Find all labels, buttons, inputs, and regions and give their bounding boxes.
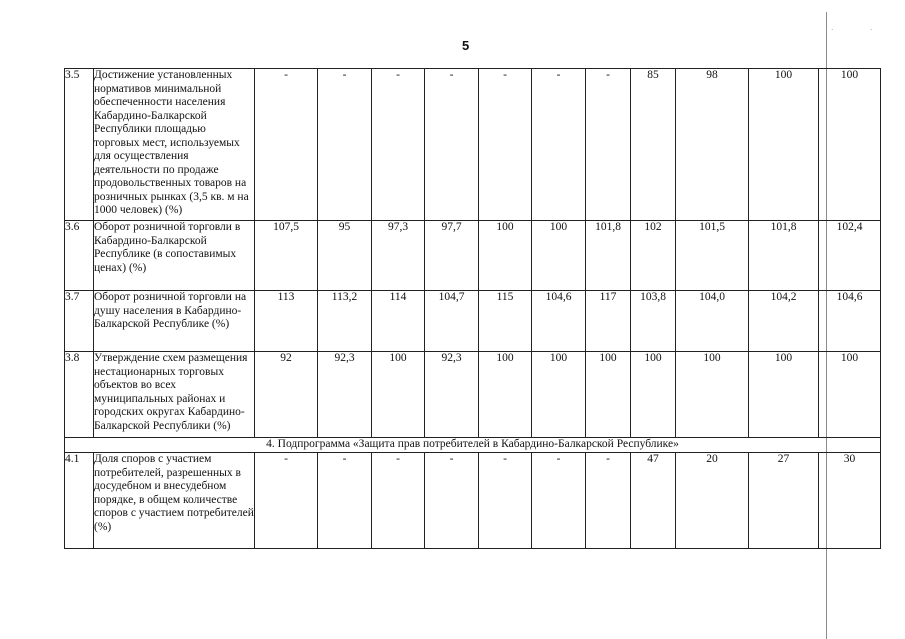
- value-cell: -: [255, 69, 318, 221]
- section-header: 4. Подпрограмма «Защита прав потребителей в Кабардино-Балкарской Республике»: [65, 438, 881, 453]
- value-cell: 100: [676, 352, 749, 438]
- value-cell: 104,6: [819, 291, 881, 352]
- value-cell: -: [372, 453, 425, 549]
- row-code: 3.5: [65, 69, 94, 221]
- value-cell: 100: [532, 221, 586, 291]
- indicator-name: Оборот розничной торговли в Кабардино-Балкарской Республике (в сопоставимых ценах) (%): [94, 221, 255, 291]
- table-row: [65, 291, 881, 352]
- value-cell: 95: [318, 221, 372, 291]
- value-cell: 100: [479, 352, 532, 438]
- value-cell: -: [532, 453, 586, 549]
- value-cell: 92: [255, 352, 318, 438]
- value-cell: 85: [631, 69, 676, 221]
- value-cell: 114: [372, 291, 425, 352]
- value-cell: 100: [819, 69, 881, 221]
- indicator-name: Утверждение схем размещения нестационарных торговых объектов во всех муниципальных районах и городских округах Кабардино-Балкарской Республики (%): [94, 352, 255, 438]
- value-cell: 104,2: [749, 291, 819, 352]
- table-row: [65, 453, 881, 549]
- value-cell: 92,3: [318, 352, 372, 438]
- value-cell: 107,5: [255, 221, 318, 291]
- row-code: 4.1: [65, 453, 94, 549]
- page-number: 5: [462, 38, 470, 53]
- value-cell: -: [586, 453, 631, 549]
- scan-speck: ·: [870, 26, 873, 34]
- value-cell: -: [479, 69, 532, 221]
- table-row: [65, 352, 881, 438]
- value-cell: 30: [819, 453, 881, 549]
- value-cell: 115: [479, 291, 532, 352]
- row-code: 3.7: [65, 291, 94, 352]
- value-cell: -: [479, 453, 532, 549]
- value-cell: 100: [532, 352, 586, 438]
- value-cell: 104,7: [425, 291, 479, 352]
- value-cell: 100: [749, 352, 819, 438]
- value-cell: 100: [819, 352, 881, 438]
- value-cell: 92,3: [425, 352, 479, 438]
- value-cell: 104,0: [676, 291, 749, 352]
- value-cell: -: [372, 69, 425, 221]
- value-cell: -: [425, 69, 479, 221]
- indicators-table: [64, 68, 881, 549]
- value-cell: 103,8: [631, 291, 676, 352]
- value-cell: 100: [479, 221, 532, 291]
- value-cell: 97,7: [425, 221, 479, 291]
- value-cell: 104,6: [532, 291, 586, 352]
- value-cell: 117: [586, 291, 631, 352]
- indicator-name: Доля споров с участием потребителей, разрешенных в досудебном и внесудебном порядке, в общем количестве споров с участием потребителей (%): [94, 453, 255, 549]
- value-cell: 102,4: [819, 221, 881, 291]
- value-cell: 100: [372, 352, 425, 438]
- value-cell: 102: [631, 221, 676, 291]
- value-cell: 100: [631, 352, 676, 438]
- value-cell: 113,2: [318, 291, 372, 352]
- row-code: 3.6: [65, 221, 94, 291]
- value-cell: -: [425, 453, 479, 549]
- value-cell: -: [318, 69, 372, 221]
- table-row: [65, 221, 881, 291]
- value-cell: 101,5: [676, 221, 749, 291]
- indicator-name: Достижение установленных нормативов минимальной обеспеченности населения Кабардино-Балкарской Республики площадью торговых мест, используемых для осуществления деятельности по продаже продовольственных товаров на розничных рынках (3,5 кв. м на 1000 человек) (%): [94, 69, 255, 221]
- value-cell: 97,3: [372, 221, 425, 291]
- scan-speck: ·: [831, 26, 834, 34]
- value-cell: 27: [749, 453, 819, 549]
- value-cell: 101,8: [749, 221, 819, 291]
- table-row: [65, 69, 881, 221]
- section-header-row: [65, 438, 881, 453]
- value-cell: -: [318, 453, 372, 549]
- value-cell: -: [586, 69, 631, 221]
- value-cell: -: [532, 69, 586, 221]
- value-cell: 47: [631, 453, 676, 549]
- indicator-name: Оборот розничной торговли на душу населения в Кабардино-Балкарской Республике (%): [94, 291, 255, 352]
- value-cell: 113: [255, 291, 318, 352]
- value-cell: 100: [586, 352, 631, 438]
- value-cell: 100: [749, 69, 819, 221]
- table-body-subprogram-4: [65, 453, 881, 549]
- row-code: 3.8: [65, 352, 94, 438]
- table-body-subprogram-3: [65, 69, 881, 438]
- value-cell: 98: [676, 69, 749, 221]
- value-cell: 20: [676, 453, 749, 549]
- value-cell: -: [255, 453, 318, 549]
- value-cell: 101,8: [586, 221, 631, 291]
